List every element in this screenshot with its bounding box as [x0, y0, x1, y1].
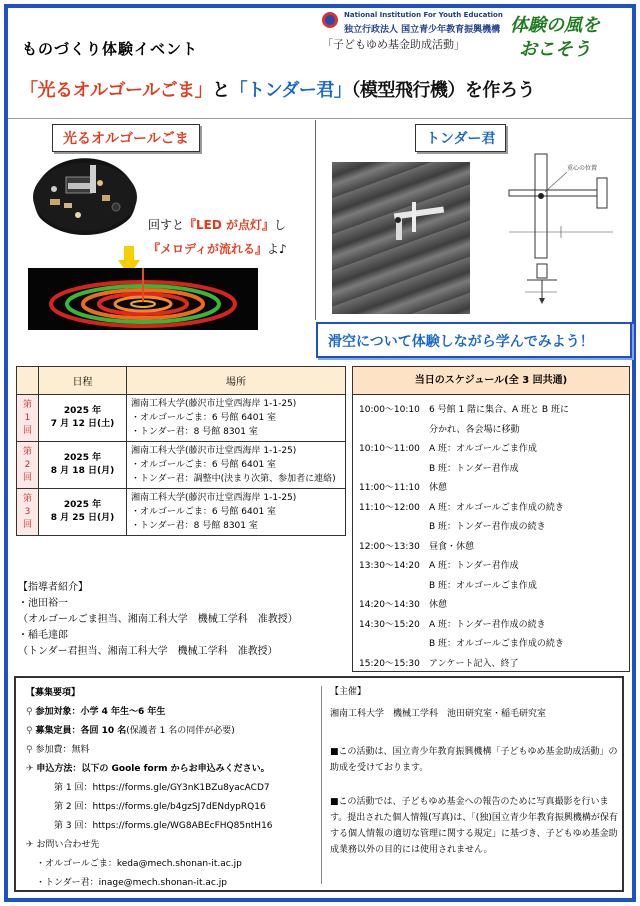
schedule-time: 10:10～11:00: [359, 444, 420, 454]
title-part-4: （模型飛行機）を作ろう: [351, 80, 535, 101]
contact-email[interactable]: ・トンダー君：inage@mech.shonan-it.ac.jp: [36, 878, 227, 888]
schedule-activity: A 班：オルゴールごま作成の続き: [429, 502, 564, 513]
schedule-activity: A 班：トンダー君作成の続き: [429, 619, 546, 630]
instructor-line: （オルゴールごま担当、湘南工科大学 機械工学科 准教授）: [18, 614, 298, 625]
schedule-time: [359, 421, 429, 441]
desc-line1-b: 『LED が点灯』: [184, 218, 274, 232]
recruitment-box: [14, 676, 624, 892]
glider-photo-graphic: [332, 162, 470, 314]
list-item: [359, 421, 623, 441]
instructor-line: ・池田裕一: [18, 598, 68, 609]
table-row: [17, 442, 346, 489]
session-place: 湘南工科大学(藤沢市辻堂西海岸 1-1-25) ・オルゴールごま：6 号館 6401 室 ・トンダー君：8 号館 8301 室: [127, 489, 346, 536]
apply-text: 申込方法：以下の Goole form からお申込みください。: [36, 764, 270, 774]
list-item: [359, 401, 623, 421]
day-schedule-title: 当日のスケジュール(全 3 回共通): [353, 367, 629, 395]
schedule-time: [359, 460, 429, 480]
tonder-photo: [332, 162, 470, 314]
orgel-description: [148, 213, 287, 261]
slogan-logo: [492, 14, 618, 72]
day-schedule-list: [353, 395, 629, 680]
organizer-note-2: ■この活動では、子どもゆめ基金への報告のために写真撮影を行います。提出された個人情報(写真)は、「(独)国立青少年教育振興機構が保有する個人情報の適切な管理に関する規定」に基づき、子どもゆめ基金助成業務以外の目的には使用されません。: [330, 797, 618, 855]
list-item: [359, 596, 623, 616]
pin-icon: ⚲: [26, 707, 36, 717]
fee-text: 参加費：無料: [35, 745, 90, 755]
tonder-banner: 滑空について体験しながら学んでみよう！: [316, 322, 632, 358]
glowing-rings-graphic: [28, 268, 258, 330]
session-number: 第 3 回: [17, 489, 39, 536]
desc-line2-a: 『メロディが流れる』: [148, 242, 268, 256]
list-item: [359, 577, 623, 597]
session-number: 第 1 回: [17, 395, 39, 442]
schedule-activity: B 班：オルゴールごま作成の続き: [429, 639, 564, 649]
list-item: [359, 635, 623, 655]
schedule-activity: B 班：トンダー君作成の続き: [429, 522, 546, 532]
schedule-activity: B 班：トンダー君作成: [429, 463, 519, 474]
schedule-activity: B 班：オルゴールごま作成: [429, 580, 537, 591]
fund-label: 「子どもゆめ基金助成活動」: [322, 38, 465, 51]
list-item: [359, 655, 623, 675]
desc-line1-c: し: [274, 218, 287, 232]
recruit-divider: [321, 686, 322, 884]
schedule-activity: A 班：トンダー君作成: [429, 561, 519, 571]
desc-line1-a: 回すと: [148, 218, 185, 232]
day-schedule: [352, 366, 630, 672]
schedule-time: 11:10～12:00: [359, 502, 420, 513]
schedule-time: [359, 577, 429, 597]
schedule-time: [359, 518, 429, 538]
list-item: [359, 479, 623, 499]
circuit-board-graphic: [30, 155, 140, 235]
instructor-line: ・稲毛達郎: [18, 630, 68, 641]
pin-icon: ✈: [26, 840, 37, 850]
schedule-header-place: 場所: [127, 367, 346, 395]
schedule-activity: アンケート記入、終了: [429, 658, 519, 669]
schedule-time: [359, 635, 429, 655]
session-place: 湘南工科大学(藤沢市辻堂西海岸 1-1-25) ・オルゴールごま：6 号館 6401 室 ・トンダー君：8 号館 8301 室: [127, 395, 346, 442]
desc-line2-b: よ♪: [267, 242, 287, 256]
instructor-line: （トンダー君担当、湘南工科大学 機械工学科 准教授）: [18, 646, 278, 657]
recruit-heading: 【募集要項】: [26, 688, 81, 698]
schedule-time: 14:30～15:20: [359, 619, 420, 630]
session-date: 2025 年 7 月 12 日(土): [39, 395, 127, 442]
pin-icon: ⚲: [26, 726, 36, 736]
schedule-time: 15:20～15:30: [359, 658, 420, 669]
niye-logo: [322, 12, 338, 28]
schedule-activity: 昼食・休憩: [429, 541, 475, 552]
organizer-heading: 【主催】: [330, 687, 367, 697]
schedule-table: [16, 366, 346, 536]
schedule-header-date: 日程: [39, 367, 127, 395]
session-number: 第 2 回: [17, 442, 39, 489]
tonder-diagram: [505, 152, 615, 322]
page-title: [20, 76, 625, 102]
list-item: [359, 440, 623, 460]
table-row: [17, 395, 346, 442]
table-row: [17, 489, 346, 536]
pin-icon: ⚲: [26, 745, 36, 755]
target-label: 参加対象：: [35, 707, 81, 717]
schedule-time: 12:00～13:30: [359, 541, 420, 552]
capacity-label: 募集定員：: [35, 726, 81, 736]
capacity-note: (保護者 1 名の同伴が必要): [126, 726, 235, 736]
schedule-activity: 休憩: [429, 483, 448, 493]
schedule-time: 11:00～11:10: [359, 483, 420, 493]
schedule-activity: 6 号館 1 階に集合、A 班と B 班に: [429, 405, 569, 415]
title-part-2: と: [212, 80, 230, 101]
organizer-name: 湘南工科大学 機械工学科 池田研究室・稲毛研究室: [330, 709, 547, 719]
schedule-activity: 分かれ、各会場に移動: [429, 424, 520, 435]
slogan-line-2: おこそう: [519, 39, 591, 60]
list-item: [359, 557, 623, 577]
list-item: [359, 460, 623, 480]
instructor-heading: 【指導者紹介】: [18, 582, 88, 593]
list-item: [359, 499, 623, 519]
form-link[interactable]: 第 3 回：https://forms.gle/WG8ABEcFHQ85ntH16: [54, 821, 273, 831]
schedule-time: 10:00～10:10: [359, 405, 420, 415]
section-divider: [315, 120, 316, 320]
org-name-en: National Institution For Youth Education: [344, 11, 503, 19]
glowing-rings-photo: [28, 268, 258, 330]
target-value: 小学 4 年生～6 年生: [80, 707, 166, 717]
slogan-line-1: 体験の風を: [510, 15, 600, 36]
list-item: [359, 538, 623, 558]
org-name-jp: 独立行政法人 国立青少年教育振興機構: [344, 25, 501, 35]
section-title-tonder: トンダー君: [415, 124, 506, 152]
capacity-value: 各回 10 名: [80, 726, 127, 736]
organizer-note-1: ■この活動は、国立青少年教育振興機構「子どもゆめ基金助成活動」の助成を受けております。: [330, 747, 618, 773]
contact-email[interactable]: ・オルゴールごま：keda@mech.shonan-it.ac.jp: [36, 859, 242, 869]
title-part-3: 「トンダー君」: [229, 80, 352, 101]
session-place: 湘南工科大学(藤沢市辻堂西海岸 1-1-25) ・オルゴールごま：6 号館 6401 室 ・トンダー君：調整中(決まり次第、参加者に連絡): [127, 442, 346, 489]
section-top-line: [8, 118, 632, 119]
schedule-header-row: [17, 367, 346, 395]
pin-icon: ✈: [26, 764, 37, 774]
list-item: [359, 518, 623, 538]
orgel-top-photo: [30, 155, 140, 235]
session-date: 2025 年 8 月 25 日(月): [39, 489, 127, 536]
title-part-1: 「光るオルゴールごま」: [20, 80, 213, 101]
schedule-activity: 休憩: [429, 600, 448, 610]
schedule-header-num: [17, 367, 39, 395]
organizer-section: [330, 684, 618, 858]
form-link[interactable]: 第 2 回：https://forms.gle/b4gzSJ7dENdypRQ16: [54, 802, 266, 812]
svg-text:重心の位置: 重心の位置: [567, 165, 598, 172]
event-type-label: ものづくり体験イベント: [22, 40, 199, 58]
schedule-time: 14:20～14:30: [359, 600, 420, 610]
section-title-orgel: 光るオルゴールごま: [52, 124, 200, 152]
instructor-section: [18, 580, 348, 660]
schedule-time: 13:30～14:20: [359, 561, 420, 571]
recruitment-details: [26, 684, 326, 893]
form-link[interactable]: 第 1 回：https://forms.gle/GY3nK1BZu8yacACD7: [54, 783, 270, 793]
contact-label: お問い合わせ先: [36, 840, 100, 850]
list-item: [359, 616, 623, 636]
schedule-activity: A 班：オルゴールごま作成: [429, 444, 537, 454]
session-date: 2025 年 8 月 18 日(月): [39, 442, 127, 489]
